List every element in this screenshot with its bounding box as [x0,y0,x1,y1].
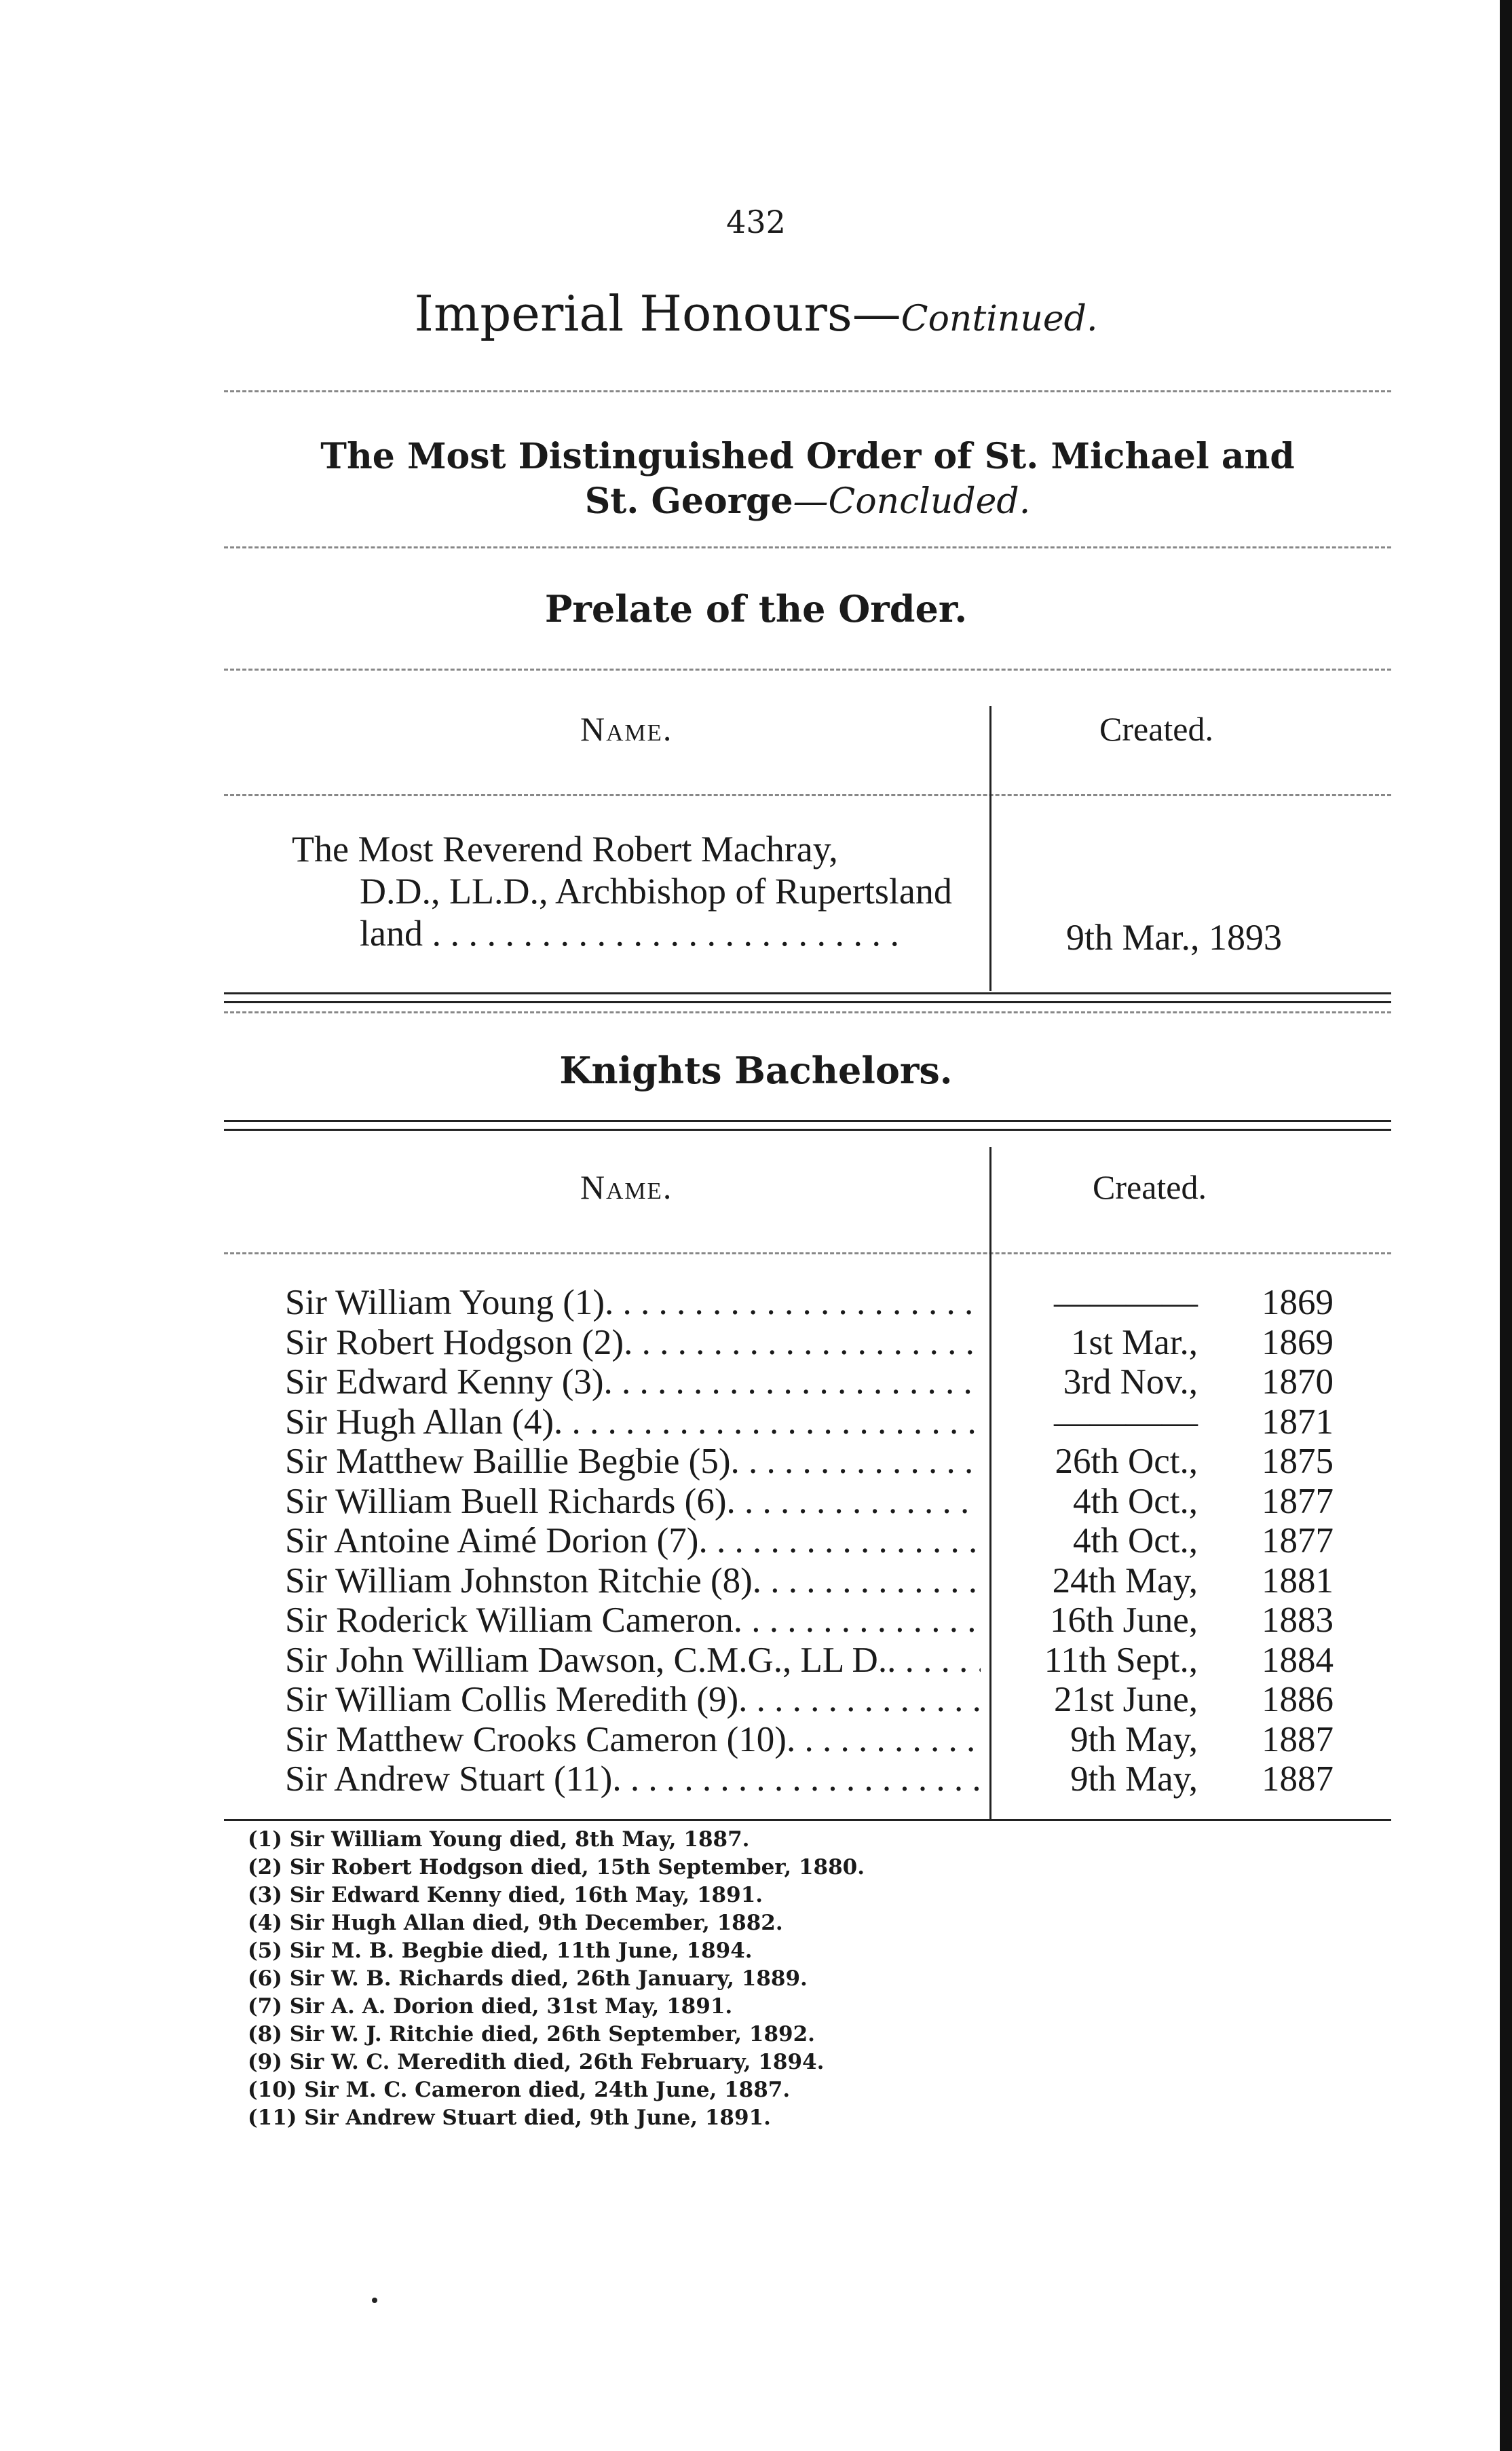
prelate-col-name: Name. [580,710,673,748]
table-row [285,1323,1350,1363]
footnote: (11) Sir Andrew Stuart died, 9th June, 1891. [248,2106,771,2130]
knight-year: 1886 [1262,1680,1334,1720]
knight-date: 1st Mar., [1071,1322,1198,1362]
knight-name: Sir Matthew Baillie Begbie (5) . . . [285,1441,981,1482]
prelate-col-created: Created. [1099,710,1213,748]
knight-date: 24th May, [1052,1560,1198,1601]
knight-name: Sir Matthew Crooks Cameron (10) . . . [285,1719,981,1760]
page-edge [1500,0,1512,2451]
table-row [285,1442,1350,1482]
table-row [285,1601,1350,1641]
prelate-heading: Prelate of the Order. [544,587,968,631]
knight-year: 1881 [1262,1560,1334,1601]
knight-name: Sir Hugh Allan (4) . . . [285,1402,981,1442]
divider-prelate-top [224,669,1391,671]
knight-name: Sir William Buell Richards (6) . . . [285,1481,981,1522]
knight-date: 11th Sept., [1044,1640,1198,1680]
knight-name: Sir Andrew Stuart (11) . . . [285,1759,981,1799]
order-title-line1: The Most Distinguished Order of St. Michael and [320,436,1295,477]
knight-year: 1884 [1262,1640,1334,1680]
knight-date: 21st June, [1054,1680,1198,1720]
table-row [285,1402,1350,1442]
knight-year: 1887 [1262,1719,1334,1759]
table-row [285,1521,1350,1561]
knights-table [285,1283,1350,1799]
prelate-entry-line1: The Most Reverend Robert Machray, [292,829,838,869]
knight-date: ———— [1054,1283,1198,1323]
knight-name: Sir John William Dawson, C.M.G., LL D. . . . [285,1640,981,1681]
knight-date: 3rd Nov., [1063,1362,1198,1402]
knights-heading: Knights Bachelors. [559,1049,953,1092]
knights-col-name: Name. [580,1168,673,1206]
knight-name: Sir William Johnston Ritchie (8) . . . [285,1560,981,1601]
footnote: (4) Sir Hugh Allan died, 9th December, 1882. [248,1911,783,1935]
prelate-column-divider [989,706,991,991]
knights-header-rule [224,1252,1391,1254]
knight-year: 1877 [1262,1521,1334,1561]
prelate-entry-line3: land . . . . . . . . . . . . . . . . . . . . . . . . . . [360,913,899,954]
knight-name: Sir William Young (1) . . . [285,1282,981,1323]
knight-date: 9th May, [1070,1759,1198,1799]
order-concluded: —Concluded. [793,481,1031,522]
knight-date: 26th Oct., [1055,1442,1198,1482]
knight-name: Sir Roderick William Cameron . . . [285,1600,981,1641]
knight-date: 9th May, [1070,1719,1198,1759]
footnotes [248,1826,1266,2132]
footnote: (1) Sir William Young died, 8th May, 1887. [248,1827,750,1852]
stray-mark [372,2298,377,2303]
footnote: (10) Sir M. C. Cameron died, 24th June, 1887. [248,2078,791,2102]
knight-name: Sir Robert Hodgson (2) . . . [285,1322,981,1363]
table-row [285,1641,1350,1681]
knight-year: 1869 [1262,1322,1334,1362]
table-row [285,1561,1350,1601]
knight-year: 1871 [1262,1402,1334,1442]
knight-date: ———— [1054,1402,1198,1442]
footnote: (2) Sir Robert Hodgson died, 15th September, 1880. [248,1855,865,1879]
knight-year: 1869 [1262,1283,1334,1323]
order-title [244,434,1371,524]
footnote-rule [224,1819,1391,1821]
prelate-date: 9th Mar., 1893 [1066,917,1282,958]
footnote: (9) Sir W. C. Meredith died, 26th February, 1894. [248,2050,825,2074]
divider-knights [224,1011,1391,1013]
footnote: (8) Sir W. J. Ritchie died, 26th September, 1892. [248,2022,815,2046]
knights-top-rule [224,1120,1391,1131]
prelate-entry-line2: D.D., LL.D., Archbishop of Rupertsland [360,871,952,912]
page-number: 432 [726,204,786,240]
table-row [285,1759,1350,1799]
knight-year: 1875 [1262,1442,1334,1482]
knight-date: 4th Oct., [1073,1481,1198,1521]
knight-name: Sir Edward Kenny (3) . . . [285,1362,981,1402]
table-row [285,1482,1350,1522]
order-title-line2: St. George [584,481,793,522]
prelate-bottom-rule [224,992,1391,1003]
running-title [0,285,1512,342]
knight-year: 1877 [1262,1481,1334,1521]
table-row [285,1283,1350,1323]
footnote: (6) Sir W. B. Richards died, 26th January, 1889. [248,1966,808,1991]
knight-year: 1887 [1262,1759,1334,1799]
knight-year: 1883 [1262,1601,1334,1641]
running-title-dash: — [852,285,901,342]
knight-year: 1870 [1262,1362,1334,1402]
knight-date: 4th Oct., [1073,1521,1198,1561]
table-row [285,1720,1350,1760]
divider-order [224,546,1391,548]
running-title-continued: Continued. [901,299,1098,339]
footnote: (7) Sir A. A. Dorion died, 31st May, 1891. [248,1994,733,2019]
prelate-header-rule [224,794,1391,796]
footnote: (5) Sir M. B. Begbie died, 11th June, 1894. [248,1939,753,1963]
knight-name: Sir Antoine Aimé Dorion (7) . . . [285,1520,981,1561]
knight-date: 16th June, [1050,1601,1198,1641]
knight-name: Sir William Collis Meredith (9) . . . [285,1679,981,1720]
table-row [285,1362,1350,1402]
divider-top [224,390,1391,392]
prelate-entry [292,828,984,954]
table-row [285,1680,1350,1720]
knights-col-created: Created. [1093,1168,1207,1206]
footnote: (3) Sir Edward Kenny died, 16th May, 1891. [248,1883,763,1907]
running-title-main: Imperial Honours [414,285,852,342]
